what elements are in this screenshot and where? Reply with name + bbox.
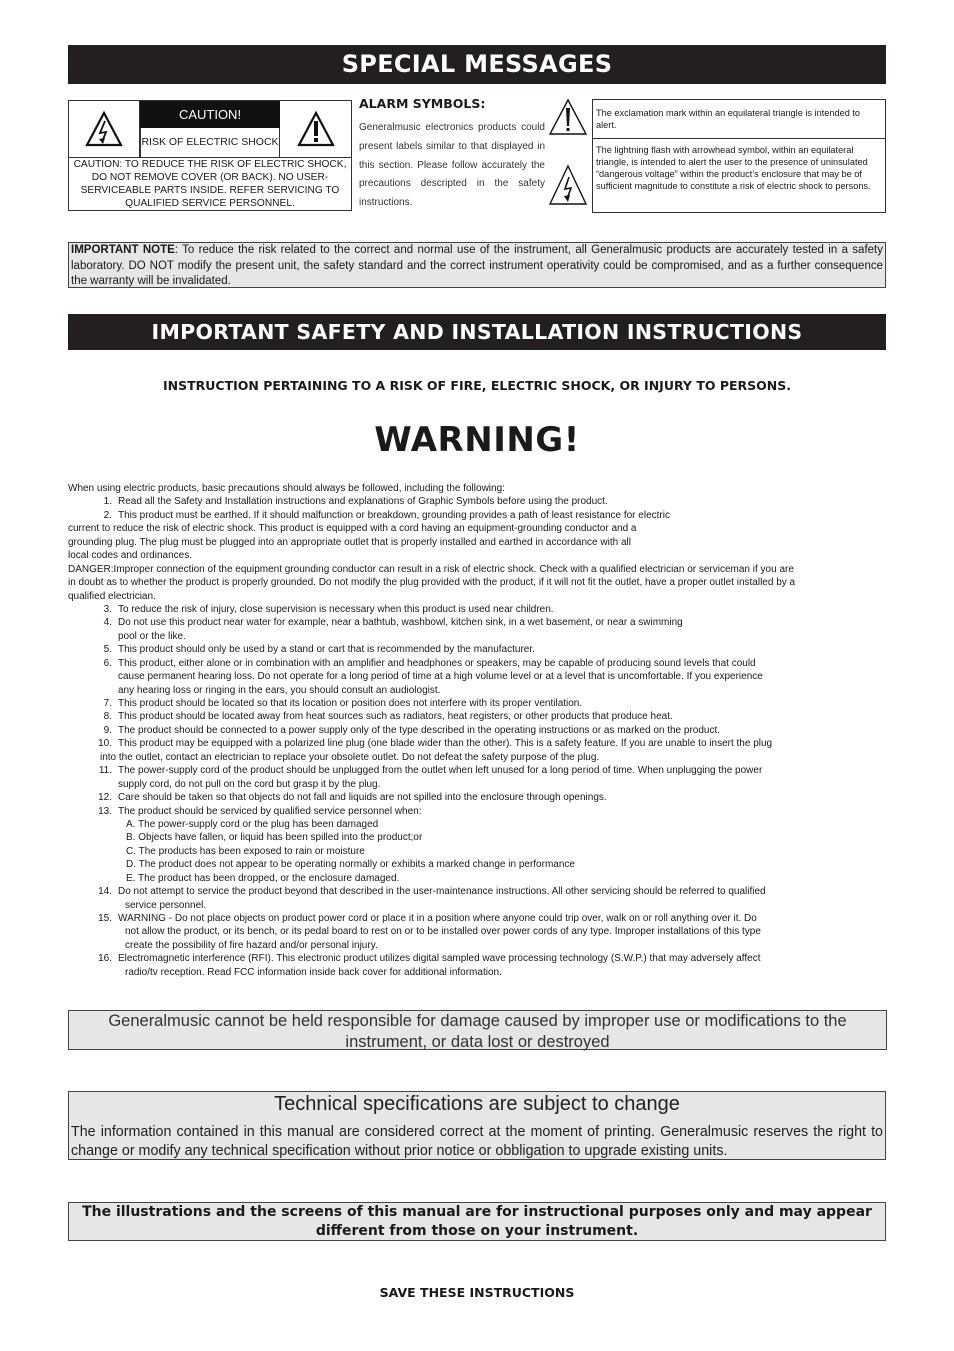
instruction-text: B. Objects have fallen, or liquid has been spilled into the product;or <box>126 832 423 844</box>
instruction-text: When using electric products, basic precautions should always be followed, including the following: <box>68 483 505 494</box>
instruction-line <box>68 616 886 629</box>
instruction-text: WARNING - Do not place objects on product power cord or place it in a position where anyone could trip over, walk on or roll anything over it. Do <box>118 913 757 924</box>
instruction-line <box>68 657 886 670</box>
instruction-text: DANGER:Improper connection of the equipment grounding conductor can result in a risk of electric shock. Check with a qualified electrician or serviceman if you are <box>68 563 794 575</box>
instruction-line <box>68 482 886 495</box>
instruction-line <box>68 697 886 710</box>
safety-instructions-list <box>68 482 886 979</box>
instruction-text: in doubt as to whether the product is properly grounded. Do not modify the plug provided with the product, if it will not fit the outlet, have a proper outlet installed by a <box>68 577 796 589</box>
instruction-line <box>68 495 886 508</box>
instruction-text: not allow the product, or its bench, or its pedal board to rest on or to be installed over power cords of any type. Improper installations of this type <box>125 926 761 938</box>
instruction-line <box>68 590 886 603</box>
caution-text: CAUTION: TO REDUCE THE RISK OF ELECTRIC SHOCK, DO NOT REMOVE COVER (OR BACK). NO USER-SERVICEABLE PARTS INSIDE. REFER SERVICING TO QUALIFIED SERVICE PERSONNEL. <box>73 159 347 209</box>
instruction-line <box>68 603 886 616</box>
tech-specs-box <box>68 1091 886 1160</box>
instruction-text: Read all the Safety and Installation instructions and explanations of Graphic Symbols before using the product. <box>118 496 608 508</box>
safety-instructions-header: IMPORTANT SAFETY AND INSTALLATION INSTRUCTIONS <box>68 314 886 350</box>
instruction-text: radio/tv reception. Read FCC information inside back cover for additional information. <box>125 966 502 978</box>
warning-heading: WARNING! <box>374 420 580 460</box>
instruction-text: The power-supply cord of the product should be unplugged from the outlet when left unused for a long period of time. When unplugging the power <box>118 765 763 777</box>
instruction-line <box>68 872 886 885</box>
instruction-line <box>68 522 886 535</box>
instruction-line <box>68 509 886 522</box>
alarm-symbols-text: Generalmusic electronics products could present labels similar to that displayed in this section. Please follow accurately the precautions descripted in the safety instructions. <box>359 122 545 209</box>
caution-title: CAUTION! <box>140 101 280 128</box>
instruction-line <box>68 549 886 562</box>
instruction-line <box>68 791 886 804</box>
risk-subtitle: INSTRUCTION PERTAINING TO A RISK OF FIRE, ELECTRIC SHOCK, OR INJURY TO PERSONS. <box>163 378 791 393</box>
instruction-line <box>68 805 886 818</box>
caution-label-box <box>68 100 352 211</box>
instruction-line <box>68 737 886 750</box>
instruction-line <box>68 684 886 697</box>
instruction-number: 4. <box>103 617 112 629</box>
instruction-line <box>68 858 886 871</box>
instruction-text: C. The products has been exposed to rain or moisture <box>126 845 365 857</box>
instruction-number: 13. <box>98 805 112 817</box>
instruction-line <box>68 939 886 952</box>
instruction-text: This product may be equipped with a polarized line plug (one blade wider than the other). This is a safety feature. If you are unable to insert the plug <box>118 738 773 750</box>
lightning-icon <box>548 164 588 206</box>
instruction-number: 3. <box>103 603 112 615</box>
important-note-text: : To reduce the risk related to the correct and normal use of the instrument, all Generalmusic products are accurately tested in a safety laboratory. DO NOT modify the present unit, the safety standard and the correct instrument operativity could be compromised, and as a further consequence the warranty will be invalidated. <box>71 244 883 287</box>
instruction-number: 16. <box>98 953 112 965</box>
special-messages-header: SPECIAL MESSAGES <box>68 45 886 84</box>
instruction-text: This product, either alone or in combination with an amplifier and headphones or speakers, may be capable of producing sound levels that could <box>118 657 756 669</box>
tech-specs-title: Technical specifications are subject to change <box>274 1093 680 1115</box>
instruction-text: E. The product has been dropped, or the enclosure damaged. <box>126 872 400 884</box>
instruction-text: into the outlet, contact an electrician to replace your obsolete outlet. Do not defeat the safety purpose of the plug. <box>100 751 600 763</box>
caution-subtitle: RISK OF ELECTRIC SHOCK <box>140 128 280 157</box>
instruction-text: Electromagnetic interference (RFI). This electronic product utilizes digital sampled wave processing technology (S.W.P.) that may adversely affect <box>118 953 761 965</box>
instruction-line <box>68 845 886 858</box>
instruction-line <box>68 831 886 844</box>
instruction-text: This product should only be used by a stand or cart that is recommended by the manufacturer. <box>118 644 535 656</box>
instruction-text: A. The power-supply cord or the plug has been damaged <box>126 818 379 830</box>
instruction-text: any hearing loss or ringing in the ears, you should consult an audiologist. <box>118 684 441 696</box>
instruction-text: The product should be serviced by qualified service personnel when: <box>118 805 422 817</box>
instruction-text: This product should be located away from heat sources such as radiators, heat registers, or other products that produce heat. <box>118 711 673 723</box>
instruction-line <box>68 643 886 656</box>
instruction-line <box>68 710 886 723</box>
instruction-text: current to reduce the risk of electric shock. This product is equipped with a cord having an equipment-grounding conductor and a <box>68 523 637 535</box>
exclamation-icon <box>548 98 588 136</box>
instruction-text: create the possibility of fire hazard and/or personal injury. <box>125 939 378 951</box>
instruction-line <box>68 670 886 683</box>
instruction-line <box>68 818 886 831</box>
instruction-text: Do not use this product near water for example, near a bathtub, washbowl, kitchen sink, in a wet basement, or near a swimming <box>118 617 683 629</box>
instruction-number: 7. <box>103 698 112 709</box>
instruction-line <box>68 925 886 938</box>
instruction-number: 9. <box>103 724 112 736</box>
instruction-line <box>68 778 886 791</box>
instruction-line <box>68 899 886 912</box>
instruction-line <box>68 536 886 549</box>
illustrations-note-box: The illustrations and the screens of this manual are for instructional purposes only and may appear different from those on your instrument. <box>68 1202 886 1241</box>
instruction-line <box>68 576 886 589</box>
alarm-symbols-title: ALARM SYMBOLS: <box>359 96 486 111</box>
save-instructions-footer: SAVE THESE INSTRUCTIONS <box>379 1285 575 1300</box>
instruction-number: 12. <box>98 792 112 804</box>
instruction-number: 15. <box>98 913 112 924</box>
instruction-line <box>68 764 886 777</box>
lightning-description: The lightning flash with arrowhead symbol, within an equilateral triangle, is intended to alert the user to the presence of uninsulated “dangerous voltage” within the product’s enclosure that may be of sufficient magnitude to constitute a risk of electric shock to persons. <box>596 145 871 191</box>
instruction-text: grounding plug. The plug must be plugged into an appropriate outlet that is properly installed and earthed in accordance with all <box>68 536 631 548</box>
instruction-number: 2. <box>103 509 112 521</box>
disclaimer-box: Generalmusic cannot be held responsible for damage caused by improper use or modifications to the instrument, or data lost or destroyed <box>68 1010 887 1050</box>
instruction-text: Do not attempt to service the product beyond that described in the user-maintenance instructions. All other servicing should be referred to qualified <box>118 886 766 898</box>
instruction-line <box>68 952 886 965</box>
instruction-line <box>68 751 886 764</box>
instruction-number: 11. <box>98 765 112 777</box>
instruction-number: 6. <box>103 657 112 669</box>
instruction-text: cause permanent hearing loss. Do not operate for a long period of time at a high volume level or at a level that is uncomfortable. If you experience <box>118 671 763 683</box>
instruction-text: This product must be earthed. If it should malfunction or breakdown, grounding provides a path of least resistance for electric <box>118 509 670 521</box>
instruction-number: 10. <box>98 738 112 750</box>
instruction-line <box>68 912 886 925</box>
instruction-text: local codes and ordinances. <box>68 550 192 562</box>
instruction-line <box>68 966 886 979</box>
instruction-line <box>68 885 886 898</box>
instruction-line <box>68 630 886 643</box>
important-note-box <box>68 242 886 288</box>
instruction-text: D. The product does not appear to be operating normally or exhibits a marked change in performance <box>126 859 575 871</box>
alarm-symbol-descriptions <box>592 99 886 213</box>
instruction-line <box>68 724 886 737</box>
instruction-number: 5. <box>103 644 112 656</box>
instruction-number: 14. <box>98 886 112 898</box>
instruction-text: pool or the like. <box>118 630 186 642</box>
exclamation-warning-icon <box>281 101 351 157</box>
instruction-text: service personnel. <box>125 899 207 911</box>
instruction-text: This product should be located so that its location or position does not interfere with its proper ventilation. <box>118 698 583 709</box>
instruction-line <box>68 563 886 576</box>
instruction-text: qualified electrician. <box>68 590 156 602</box>
important-note-label: IMPORTANT NOTE <box>71 244 175 256</box>
exclamation-description: The exclamation mark within an equilateral triangle is intended to alert. <box>596 108 861 130</box>
instruction-number: 8. <box>103 711 112 723</box>
tech-specs-text: The information contained in this manual are considered correct at the moment of printing. Generalmusic reserves the right to change or modify any technical specification without prior notice or obbligation to upgrade existing units. <box>71 1124 883 1159</box>
instruction-text: The product should be connected to a power supply only of the type described in the operating instructions or as marked on the product. <box>118 724 721 736</box>
instruction-text: To reduce the risk of injury, close supervision is necessary when this product is used near children. <box>118 603 554 615</box>
instruction-text: supply cord, do not pull on the cord but grasp it by the plug. <box>118 778 381 790</box>
instruction-text: Care should be taken so that objects do not fall and liquids are not spilled into the enclosure through openings. <box>118 792 607 804</box>
instruction-number: 1. <box>103 496 112 508</box>
